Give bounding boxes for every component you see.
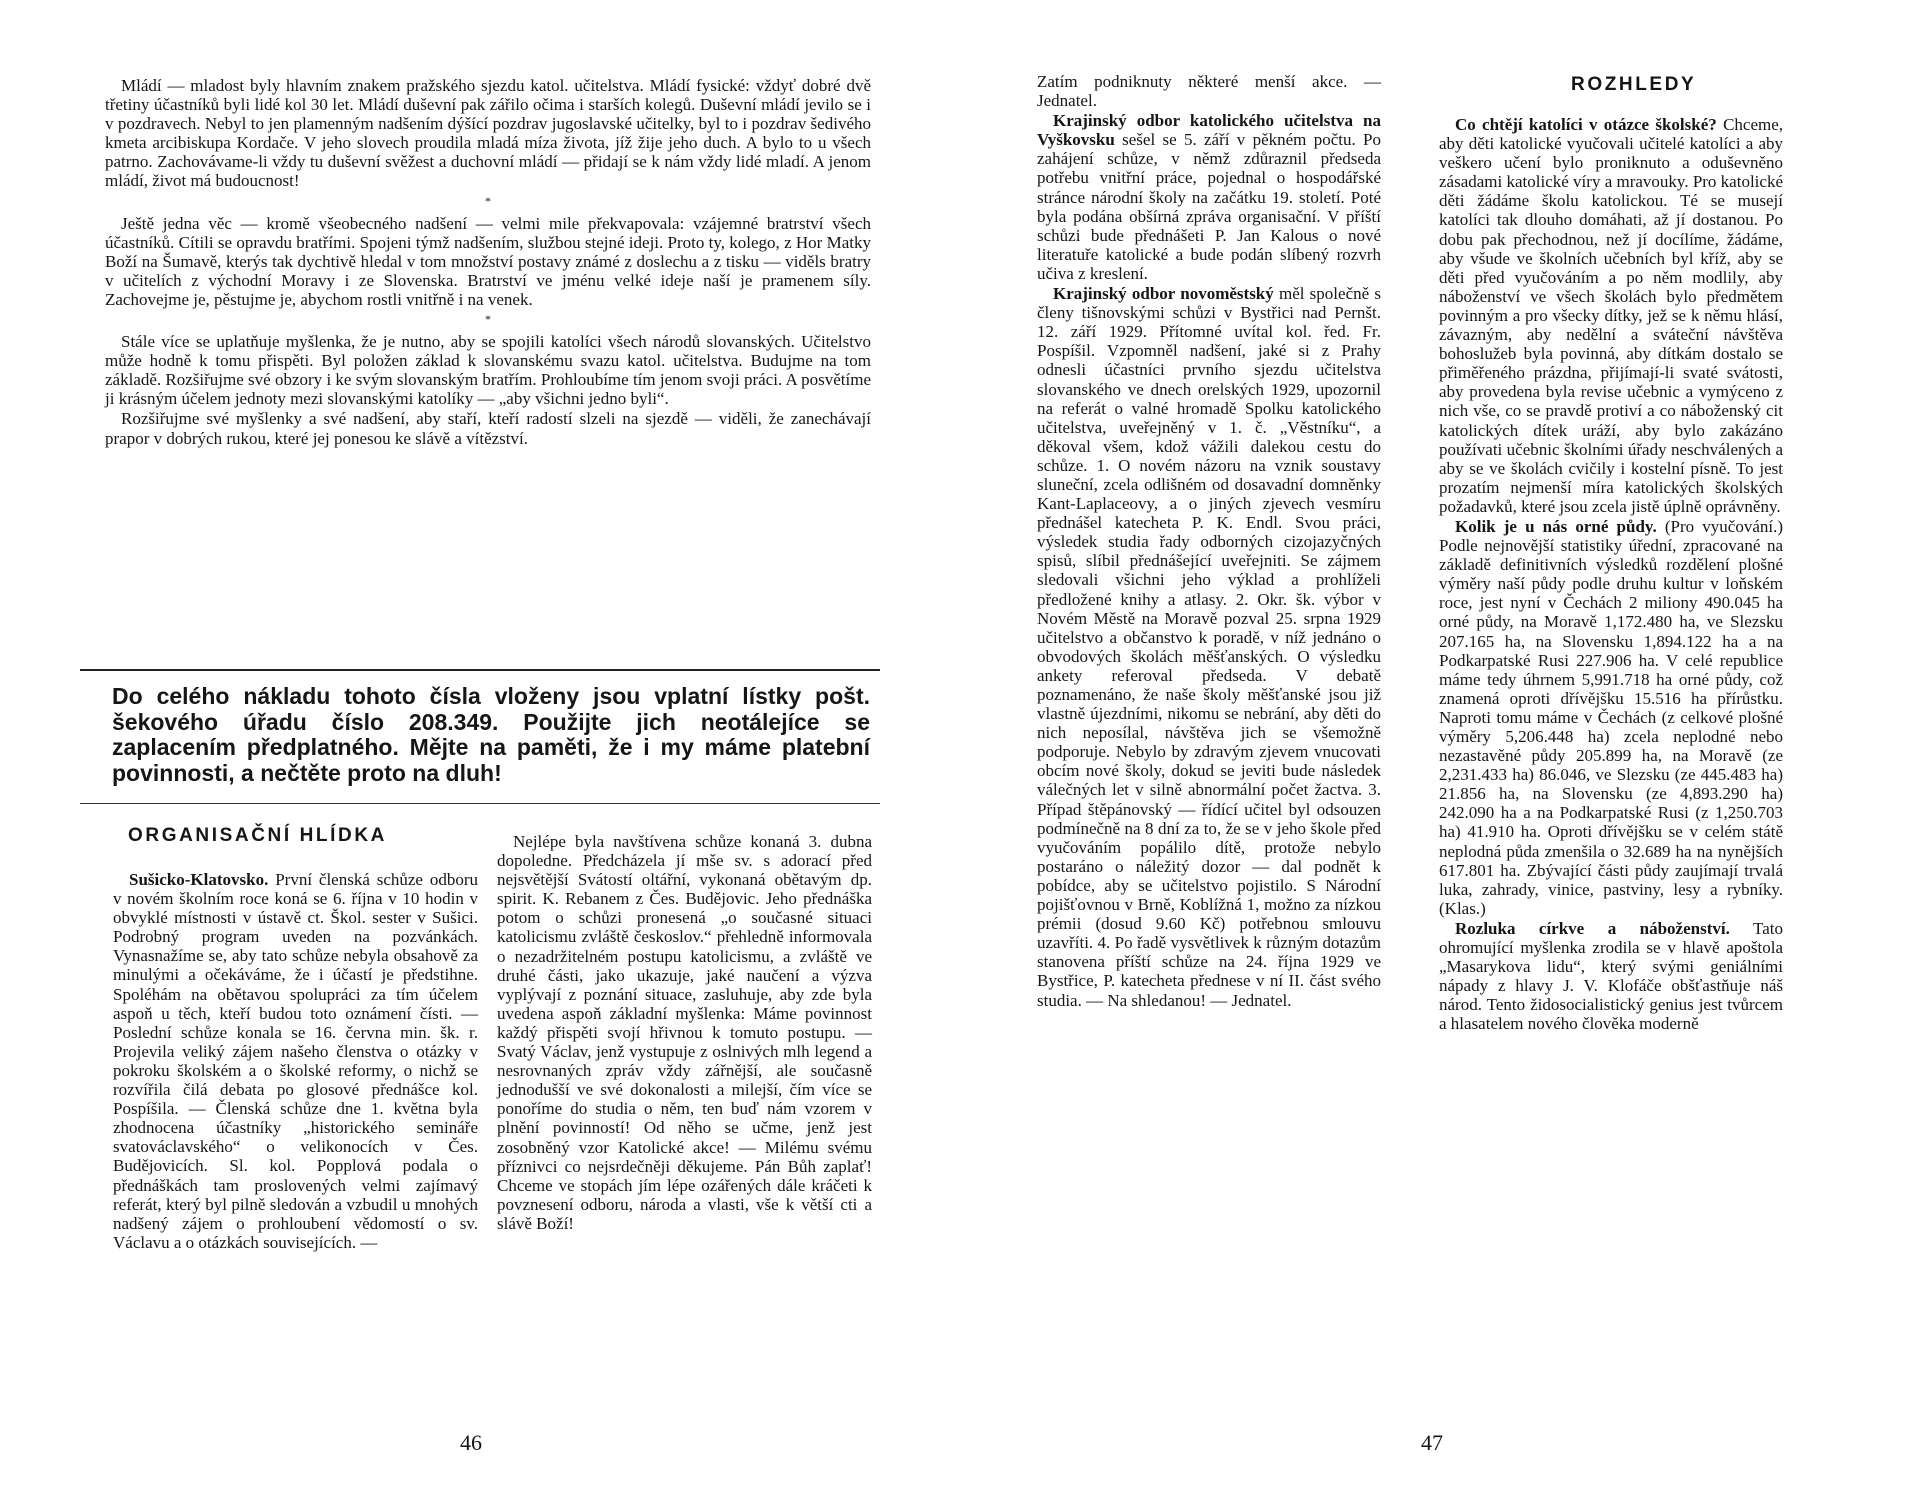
section-separator: * (485, 312, 491, 327)
article-paragraph: Mládí — mladost byly hlavním znakem pražského sjezdu katol. učitelstva. Mládí fysické: vždyť dobré dvě třetiny účastníků byli lidé kol 30 let. Mládí duševní pak zářilo očima i starších kolegů. Duševní mládí jevilo se i v pozdravech. Nebyl to jen plamenným nadšením dýšící pozdrav jugoslavské učitelky, byl to i pozdrav šedivého kmeta arcibiskupa Kordače. V jeho slovech proudila mladá míza života, jíž žije jeho duch. A bylo to u všech patrno. Zachovávame-li vždy tu duševní svěžest a duchovní mládí — přidají se k nám vždy lidé mladí. A jenom mládí, život má budoucnost! (105, 76, 871, 191)
entry-text: První členská schůze odboru v novém školním roce koná se 6. října v 10 hodin v obvyklé místnosti v ústavě ct. Škol. sester v Sušici. Podrobný program uveden na pozvánkách. Vynasnažíme se, aby tato schůze nebyla obsahově za minulými a očekáváme, že i účastí je předstihne. Spoléhám na obětavou spolupráci za tím účelem aspoň u těch, kteří budou toto oznámení čísti. — Poslední schůze konala se 16. června min. šk. r. Projevila veliký zájem našeho členstva o otázky v pokroku školském a o školské reformy, o nichž se rozvířila čilá debata po glosové přednášce kol. Pospíšila. — Členská schůze dne 1. května byla zhodnocena účastníky „historického semináře svatováclavského“ o velikonocích v Čes. Budějovicích. Sl. kol. Popplová podala o přednáškách tam proslovených velmi zajímavý referát, který byl pilně sledován a vzbudil u mnohých nadšený zájem o prohloubení vědomostí o sv. Václavu a o otázkách souvisejících. — (113, 870, 478, 1252)
page-number: 46 (460, 1430, 482, 1455)
entry-heading: Krajinský odbor novoměstský (1053, 284, 1274, 304)
entry-heading: Krajinský odbor katolického učitelstva na Vyškovsku (1037, 111, 1381, 150)
entry-text: Zatím podniknuty některé menší akce. — Jednatel. (1037, 72, 1381, 111)
right-page (953, 0, 1906, 1500)
column-a (113, 870, 478, 1253)
article-paragraph: Rozšiřujme své myšlenky a své nadšení, aby staří, kteří radostí slzeli na sjezdě — viděli, že zanechávají prapor v dobrých rukou, které jej ponesou ke slávě a vítězství. (105, 409, 871, 448)
section-title: ORGANISAČNÍ HLÍDKA (128, 825, 387, 846)
page-number: 47 (1421, 1430, 1443, 1455)
entry-heading: Rozluka církve a náboženství. (1455, 918, 1730, 938)
column-d (1439, 115, 1783, 1035)
column-c (1037, 72, 1381, 1011)
entry-heading: Co chtějí katolíci v otázce školské? (1455, 115, 1717, 134)
entry-text: Nejlépe byla navštívena schůze konaná 3. dubna dopoledne. Předcházela jí mše sv. s adorací před nejsvětější Svátostí oltářní, vykonaná obětavým dp. spirit. K. Rebanem z Čes. Budějovic. Jeho přednáška potom o schůzi pronesená „o současné situaci katolicismu zvláště českoslov.“ přehledně informovala o nezadržitelném postupu katolicismu, a zvláště ve druhé části, jako ukazuje, jaké naučení a výzva vyplývají z poznání situace, zasluhuje, aby zde byla uvedena aspoň základní myšlenka: Máme povinnost každý přispěti svojí hřivnou k tomuto postupu. — Svatý Václav, jenž vystupuje z oslnivých mlh legend a nesrovnaných zpráv vždy zářnější, ale současně jednodušší ve své dokonalosti a milejší, čím více se ponoříme do studia o něm, ten buď nám vzorem v plnění povinností! Od něho se učme, jenž jest zosobněný vzor Katolické akce! — Milému svému příznivci co nejsrdečněji děkujeme. Pán Bůh zaplať! Chceme ve stopách jím lépe ozářených dále kráčeti k povznesení odboru, národa a vlasti, vše k větší cti a slávě Boží! (497, 832, 872, 1233)
entry-text: sešel se 5. září v pěkném počtu. Po zahájení schůze, v němž zdůraznil předseda potřebu vnitřní práce, pojednal o hospodářské stránce národní školy na začátku 19. století. Poté byla podána obšírná zpráva organisační. V příští schůzi bude přednášeti P. Jan Kalous o nové literatuře katolické a bude podán slíbený rozvrh učiva z kreslení. (1037, 130, 1381, 283)
article-paragraph: Ještě jedna věc — kromě všeobecného nadšení — velmi mile překvapovala: vzájemné bratrství všech účastníků. Cítili se opravdu bratřími. Spojeni týmž nadšením, službou stejné ideji. Proto ty, kolego, z Hor Matky Boží na Šumavě, kterýs tak dychtivě hledal v tom množství postavy známé z doslechu a z tisku — viděls bratry v učitelích z východní Moravy i ze Slovenska. Bratrství ve jménu velké ideje naší je pramenem síly. Zachovejme je, pěstujme je, abychom rostli vnitřně i na venek. (105, 213, 871, 309)
entry-heading: Kolik je u nás orné půdy. (1455, 516, 1657, 536)
entry-text: Chceme, aby děti katolické vyučovali učitelé katolíci a aby veškero učení bylo proniknuto a oduševněno zásadami katolické víry a mravouky. Pro katolické děti žádáme školu katolickou. Té se musejí katolíci tak dlouho domáhati, až jí dostanou. Po dobu pak přechodnou, než jí docílíme, žádáme, aby všude ve školních učebních byl kříž, aby se děti před vyučováním a po něm modlily, aby náboženství ve všech školách bylo předmětem povinným a pro všecky dítky, jež se k němu hlásí, závazným, aby nedělní a sváteční návštěva bohoslužeb byla povinná, aby dítkám dostalo se přiměřeného prázdna, přijímají-li svaté svátosti, aby provedena byla revise učebnic a vymýceno z nich vše, co se pravdě protiví a co náboženský cit katolických dítek uráží, aby bylo zakázáno používati učebnic školními úřady neschválených a aby se ve školách cvičily i kostelní písně. To jest prozatím nejmenší míra katolických školských požadavků, které jsou zcela jistě úplně oprávněny. (1439, 115, 1784, 516)
entry-text: Tato ohromující myšlenka zrodila se v hlavě apoštola „Masarykova lidu“, který svými geniálními nápady z hlavy J. V. Klofáče obšťastňuje náš národ. Tento židosocialistický genius jest tvůrcem a hlasatelem nového člověka moderně (1439, 918, 1783, 1034)
article-paragraph: Stále více se uplatňuje myšlenka, že je nutno, aby se spojili katolíci všech národů slovanských. Učitelstvo může hodně k tomu přispěti. Byl položen základ k slovanskému svazu katol. učitelstva. Budujme na tom základě. Rozšiřujme své obzory i ke svým slovanským bratřím. Prohloubíme tím jenom svoji práci. A posvětíme ji krásným účelem jednoty mezi slovanskými katolíky — „aby všichni jedno byli“. (105, 332, 871, 409)
column-b (497, 832, 872, 1234)
entry-heading: Sušicko-Klatovsko. (129, 870, 269, 889)
article-body (105, 76, 871, 449)
notice-bottom-rule (80, 803, 880, 804)
section-separator: * (485, 193, 491, 208)
rozhledy-heading: ROZHLEDY (1571, 74, 1697, 95)
payment-notice: Do celého nákladu tohoto čísla vloženy jsou vplatní lístky pošt. šekového úřadu číslo 208.349. Použijte jich neotálejíce se zaplacením předplatného. Mějte na paměti, že i my máme platební povinnosti, a nečtěte proto na dluh! (112, 683, 870, 786)
entry-text: měl společně s členy tišnovskými schůzi v Bystřici nad Pernšt. 12. září 1929. Přítomné uvítal kol. řed. Fr. Pospíšil. Vzpomněl nadšení, jaké si z Prahy odnesli účastníci prvního sjezdu učitelstva slovanského ve dnech orelských 1929, upozornil na referát o valné hromadě Spolku katolického učitelstva, uveřejněný v 1. č. „Věstníku“, a děkoval všem, kdož vážili dalekou cestu do schůze. 1. O novém názoru na vznik soustavy sluneční, zcela odlišném od dosavadní domněnky Kant-Laplaceovy, a o jiných zjevech vesmíru přednášel katecheta P. K. Endl. Svou práci, výsledek studia řady odborných cizojazyčných spisů, slíbil přednášející uveřejniti. Se zájmem sledovali všichni jeho výklad a prohlíželi předložené knihy a atlasy. 2. Okr. šk. výbor v Novém Městě na Moravě pozval 25. srpna 1929 učitelstvo a občanstvo k poradě, v níž jednáno o obvodových školách měšťanských. O výsledku ankety referoval předseda. V debatě poznamenáno, že naše školy měšťanské jsou již vlastně újezdními, nikomu se nebrání, aby děti do nich neposílal, návštěva jich se všemožně podporuje. Nebylo by zdravým zjevem vnucovati obcím nové školy, dokud se jeviti bude následek válečných let v silně abnormální počet žactva. 3. Případ štěpánovský — řídící učitel byl odsouzen podmínečně na 8 dní za to, že se v jeho škole před vyučováním popálilo dítě, protože nebylo postaráno o náležitý dozor — dal podnět k pobídce, aby se učitelstvo pojistilo. S Národní pojišťovnou v Brně, Koblížná 1, možno za nízkou prémii (dosud 9.60 Kč) potřebnou smlouvu uzavříti. 4. Po řadě vysvětlivek k různým dotazům stanovena příští schůze na 24. října 1929 ve Bystřice, P. katecheta přednese v ní II. část svého studia. — Na shledanou! — Jednatel. (1037, 284, 1381, 1010)
notice-top-rule (80, 669, 880, 671)
entry-text: (Pro vyučování.) Podle nejnovější statistiky úřední, zpracované na základě definitivních výsledků rozdělení plošné výměry naší půdy podle druhu kultur v loňském roce, jest nyní v Čechách 2 miliony 490.045 ha orné půdy, na Moravě 1,172.480 ha, ve Slezsku 207.165 ha, na Slovensku 1,894.122 ha a na Podkarpatské Rusi 227.906 ha. V celé republice máme tedy úhrnem 5,991.718 ha orné půdy, což znamená oproti dřívějšku 15.516 ha přírůstku. Naproti tomu máme v Čechách (z celkové plošné výměry 5,206.448 ha) zcela neplodné nebo nezastavěné půdy 205.899 ha, na Moravě (ze 2,231.433 ha) 86.046, ve Slezsku (ze 445.483 ha) 21.856 ha, na Slovensku (ze 4,893.290 ha) 242.090 ha a na Podkarpatské Rusi (z 1,250.703 ha) 41.910 ha. Oproti dřívějšku se v celém státě neplodná půda zmenšila o 32.689 ha na nynějších 617.801 ha. Zbývající části půdy zaujímají trvalá luka, zahrady, vinice, pastviny, lesy a rybníky. (Klas.) (1439, 516, 1783, 918)
